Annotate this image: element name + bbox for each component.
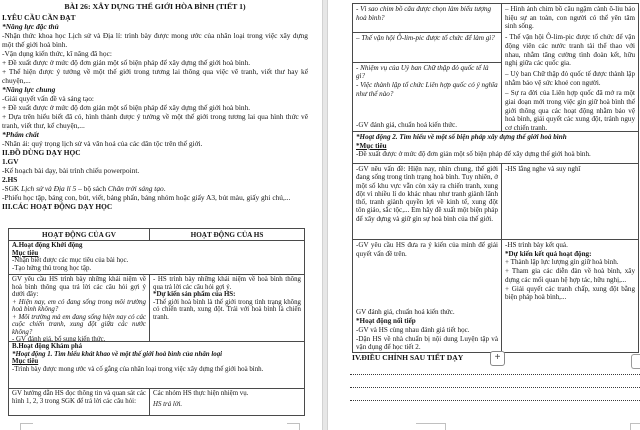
hs-trinh-bay: -HS trình bày kết quả. [505,241,568,249]
noi-tiep-title: *Hoạt động nối tiếp [356,317,416,326]
b-hd1-title: *Hoạt động 1. Tìm hiểu khát khao về một thế giới hoà bình của nhân loại [12,350,223,358]
para-de-xuat-2: + Đề xuất được ở mức độ đơn giản một số biện pháp để xây dựng thế giới hoà bình. [2,103,251,112]
fill-in-dotted-lines [350,362,640,401]
para-dua-tren: + Dựa trên hiểu biết đã có, hình thành được ý tưởng về một thế giới trong tương lai qua hình thức vẽ tranh, viết thư, kể chuyện,... [2,112,308,130]
page-corner-mark [20,423,21,430]
heading-hoat-dong: III.CÁC HOẠT ĐỘNG DẠY HỌC [2,202,113,211]
col-header-gv: HOẠT ĐỘNG CỦA GV [42,231,116,239]
hs-kq2: + Tham gia các diễn đàn về hoà bình, xây dựng các mối quan hệ hợp tác, hữu nghị,... [505,267,635,284]
activities-table-page1 [8,228,305,416]
b-gv: GV hướng dẫn HS đọc thông tin và quan sát các hình 1, 2, 3 trong SGK để trả lời các câu hỏi: [12,390,146,405]
noi-tiep-1: -GV và HS cùng nhau đánh giá tiết học. [356,325,470,334]
activities-table-page2 [352,3,639,353]
row-kham-pha-intro [9,342,304,389]
row-neu-van-de [353,164,638,240]
q3: - Nhiệm vụ của Uỷ ban Chữ thập đỏ quốc tế là gì? [356,63,489,81]
heading-do-dung: II.ĐỒ DÙNG DẠY HỌC [2,148,81,157]
heading-1-gv: 1.GV [2,157,19,166]
page-corner-mark [630,423,640,424]
cell-gv-questions [353,4,501,131]
noi-tiep-2: -Dặn HS về nhà chuẩn bị nội dung Luyện tập và vận dụng để học tiết 2. [356,334,498,352]
heading-2-hs: 2.HS [2,175,18,184]
hs-lang-nghe: -HS lắng nghe và suy nghĩ [505,165,581,173]
a-gv-end: - GV đánh giá, bổ sung kiến thức. [12,336,106,341]
q-end: -GV đánh giá, chuẩn hoá kiến thức. [356,121,458,130]
question-2-cell [353,33,501,63]
b-hs-1: Các nhóm HS thực hiện nhiệm vụ. [153,390,249,397]
ans2: - Thế vận hội Ô-lim-pic được tổ chức để vận động viên các nước tranh tài thể thao với nhau, nhằm tăng cường tình đoàn kết, hữu nghị giữa các quốc gia. [505,33,635,68]
page-corner-mark [20,423,33,424]
insert-plus-button[interactable]: + [490,351,505,366]
a-gv-q1: + Hiện nay, em có đang sống trong môi trường hoà bình không? [12,298,146,313]
page-corner-mark [416,423,446,424]
b-mt: -Trình bày được mong ước và cố gắng của nhân loại trong việc xây dựng thế giới hoà bình. [12,365,264,373]
cell-hs-lang-nghe [501,164,638,239]
document-page-2 [328,0,640,430]
sgk-prefix: -SGK [2,184,22,193]
row-khoi-dong-gv-hs [9,275,304,342]
cell-khoi-dong [9,241,304,274]
dotted-line [350,375,640,388]
page-gap-strip [322,0,328,430]
para-sgk [2,184,308,193]
a-hs-3: -Thế giới hoà bình là thế giới trong tình trạng không có chiến tranh, xung đột. Trái với hoà bình là chiến tranh. [153,298,301,321]
cell-hs-ket-qua [501,240,638,352]
dotted-line [350,388,640,401]
gv-neu: -GV nêu vấn đề: Hiện nay, nhìn chung, thế giới đang sống trong tình trạng hoà bình. Tuy nhiên, ở một số khu vực vẫn còn xảy ra chiến tranh, xung đột vì nhiều lí do khác nhau như tranh giành lãnh thổ, tranh giành quyền lợi về kinh tế, xung đột tôn giáo, sắc tộc,... Em hãy đề xuất một biện pháp để xây dựng và giữ gìn sự hoà bình của thế giới. [356,165,498,223]
cell-kham-pha [9,342,304,388]
heading-nang-luc-chung: *Năng lực chung [2,85,56,94]
row-questions-answers [353,4,638,132]
cell-hs-khoi-dong [149,275,304,341]
ans3: – Uỷ ban Chữ thập đỏ quốc tế được thành lập nhằm bảo vệ sức khoẻ con người. [505,69,635,87]
q4: - Việc thành lập tổ chức Liên hợp quốc có ý nghĩa như thế nào? [356,80,498,98]
a-mt2: -Tạo hứng thú trong học tập. [12,264,92,272]
question-1-cell [353,4,501,33]
cell-hs-kham-pha [149,389,304,415]
ans1: – Hình ảnh chim bồ câu ngậm cành ô-liu báo hiệu sự an toàn, con người có thể yên tâm sinh sống. [505,5,635,31]
a-title: A.Hoạt động Khởi động [12,242,83,249]
sgk-book1: Lịch sử và Địa lí 5 [21,184,77,193]
cell-hoat-dong-2 [353,132,638,163]
a-hs-2: *Dự kiến sản phẩm của HS: [153,291,236,298]
hs-kq3: + Giải quyết các tranh chấp, xung đột bằng biện pháp hoà bình,... [505,284,635,302]
row-khoi-dong-intro [9,241,304,275]
col-header-hs: HOẠT ĐỘNG CỦA HS [149,229,304,240]
sgk-mid: – bộ sách [76,184,108,193]
a-gv-q2: + Môi trường mà em đang sống hiện nay có các cuộc chiến tranh, xung đột giữa các nước không? [12,313,146,336]
a-muc-tieu: Mục tiêu [12,249,39,257]
hd2-muc-tieu: *Mục tiêu [356,141,387,150]
row-kham-pha-gv-hs [9,389,304,415]
lesson-title: BÀI 26: XÂY DỰNG THẾ GIỚI HÒA BÌNH (TIẾT 1) [64,2,246,11]
para-ke-hoach: -Kế hoạch bài dạy, bài trình chiếu powerpoint. [2,166,140,175]
cell-hs-answers [501,4,638,131]
q2: – Thế vận hội Ô-lim-pic được tổ chức để làm gì? [356,33,495,42]
b-muc-tieu: Mục tiêu [12,358,39,365]
a-gv-intro: GV yêu cầu HS trình bày những khái niệm về hoà bình thông qua trả lời các câu hỏi gợi ý dưới đây: [12,276,146,298]
row-ket-qua [353,240,638,352]
dotted-line [350,362,640,375]
question-3-4-cell [353,63,501,131]
page-corner-mark [299,423,300,430]
page-corner-mark [445,423,446,430]
gv-danh-gia: GV đánh giá, chuẩn hoá kiến thức. [356,308,455,317]
para-giai-quyet: -Giải quyết vấn đề và sáng tạo: [2,94,94,103]
cell-gv-khoi-dong [9,275,149,341]
para-the-hien: + Thể hiện được ý tưởng về một thế giới trong tương lai thông qua việc vẽ tranh, viết thư hay kể chuyện,... [2,67,308,85]
para-phieu: -Phiếu học tập, bảng con, bút, viết, bảng phấn, bảng nhóm hoặc giấy A3, bút màu, giấy ghi chú,... [2,193,291,202]
table-header-row [9,229,304,241]
gv-yeu-cau: -GV yêu cầu HS đưa ra ý kiến của mình để giải quyết vấn đề trên. [356,241,498,258]
heading-pham-chat: *Phẩm chất [2,130,39,139]
b-hs-2: HS trả lời. [153,400,183,408]
hs-kq1: + Thành lập lực lượng gìn giữ hoà bình. [505,258,619,267]
ans4: – Sự ra đời của Liên hợp quốc đã mở ra một giai đoạn mới trong việc gìn giữ hoà bình thế giới thông qua các hoạt động nhằm bảo vệ hoà bình, giải quyết các xung đột, tránh nguy cơ chiến tranh. [505,89,635,131]
hd2-mt: -Đề xuất được ở mức độ đơn giản một số biện pháp để xây dựng thế giới hoà bình. [356,150,591,159]
sgk-book2: Chân trời sáng tạo [107,184,164,193]
row-hoat-dong-2-intro [353,132,638,164]
a-hs-1: - HS trình bày những khái niệm về hoà bình thông qua trả lời các câu hỏi gợi ý. [153,276,301,291]
q1: - Vì sao chim bồ câu được chọn làm biểu tượng hoà bình? [356,5,492,22]
b-title: B.Hoạt động Khám phá [12,343,83,350]
para-nhan-ai: -Nhân ái: quý trọng lịch sử và văn hoá của các dân tộc trên thế giới. [2,139,203,148]
para-van-dung: -Vận dụng kiến thức, kĩ năng đã học: [2,49,112,58]
cell-gv-kham-pha [9,389,149,415]
cell-gv-ket-qua [353,240,501,352]
page1-body-text [2,2,308,211]
para-nhan-thuc: -Nhận thức khoa học Lịch sử và Địa lí: trình bày được mong ước của nhân loại trong việc xây dựng một thế giới hoà bình. [2,31,308,49]
heading-dieu-chinh: IV.ĐIỀU CHỈNH SAU TIẾT DẠY [352,353,464,362]
heading-nang-luc-dac-thu: *Năng lực đặc thù [2,22,59,31]
hs-du-kien: *Dự kiến kết quả hoạt động: [505,249,592,258]
sgk-suffix: . [163,184,166,193]
page-corner-mark [630,423,631,430]
a-mt1: -Nhận biết được các mục tiêu của bài học. [12,257,129,264]
hd2-title: *Hoạt động 2. Tìm hiểu về một số biện pháp xây dựng thế giới hoà bình [356,133,567,141]
para-de-xuat-1: + Đề xuất được ở mức độ đơn giản một số biện pháp để xây dựng thế giới hoà bình. [2,58,251,67]
heading-yeu-cau: I.YÊU CẦU CẦN ĐẠT [2,13,76,22]
cell-gv-neu-van-de [353,164,501,239]
